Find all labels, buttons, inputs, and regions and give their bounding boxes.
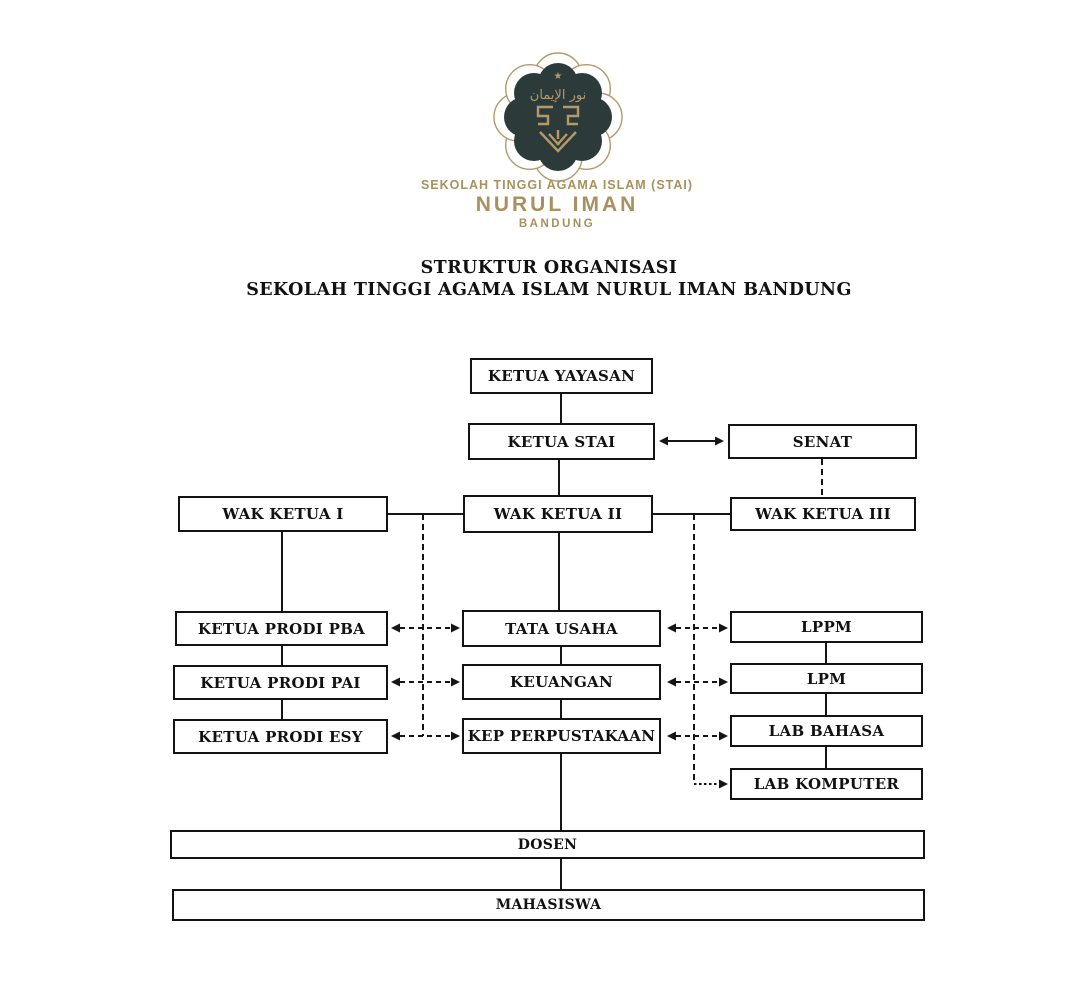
arrowhead: [715, 437, 724, 446]
node-wak-ketua-ii: WAK KETUA II: [463, 495, 653, 533]
node-ketua-yayasan: KETUA YAYASAN: [470, 358, 653, 394]
node-tata-usaha: TATA USAHA: [462, 610, 661, 647]
node-ketua-prodi-pai: KETUA PRODI PAI: [173, 665, 388, 700]
institution-name-line1: SEKOLAH TINGGI AGAMA ISLAM (STAI): [420, 178, 694, 192]
node-lab-komputer: LAB KOMPUTER: [730, 768, 923, 800]
node-ketua-prodi-pba: KETUA PRODI PBA: [175, 611, 388, 646]
node-kep-perpustakaan: KEP PERPUSTAKAAN: [462, 718, 661, 754]
node-keuangan: KEUANGAN: [462, 664, 661, 700]
arrowhead: [451, 624, 460, 633]
arrowhead: [719, 732, 728, 741]
node-dosen: DOSEN: [170, 830, 925, 859]
title-line2: SEKOLAH TINGGI AGAMA ISLAM NURUL IMAN BANDUNG: [246, 280, 852, 300]
arrowhead: [667, 624, 676, 633]
node-lpm: LPM: [730, 663, 923, 694]
institution-name-line3: BANDUNG: [518, 218, 596, 230]
node-ketua-stai: KETUA STAI: [468, 423, 655, 460]
arrowhead: [451, 678, 460, 687]
node-wak-ketua-iii: WAK KETUA III: [730, 497, 916, 531]
arrowhead: [451, 732, 460, 741]
arrowhead: [667, 678, 676, 687]
logo-arabic-text: نور الإيمان: [529, 88, 587, 103]
title-line1: STRUKTUR ORGANISASI: [420, 258, 678, 278]
node-wak-ketua-i: WAK KETUA I: [178, 496, 388, 532]
node-lab-bahasa: LAB BAHASA: [730, 715, 923, 747]
arrowhead: [719, 678, 728, 687]
node-mahasiswa: MAHASISWA: [172, 889, 925, 921]
arrowhead: [719, 624, 728, 633]
arrowhead: [719, 780, 728, 789]
institution-name-line2: NURUL IMAN: [475, 193, 639, 216]
arrowhead: [391, 732, 400, 741]
arrowhead: [667, 732, 676, 741]
logo-star-icon: ★: [553, 71, 563, 82]
arrowhead: [391, 678, 400, 687]
arrowhead: [659, 437, 668, 446]
node-senat: SENAT: [728, 424, 917, 459]
node-ketua-prodi-esy: KETUA PRODI ESY: [173, 719, 388, 754]
node-lppm: LPPM: [730, 611, 923, 643]
arrowhead: [391, 624, 400, 633]
